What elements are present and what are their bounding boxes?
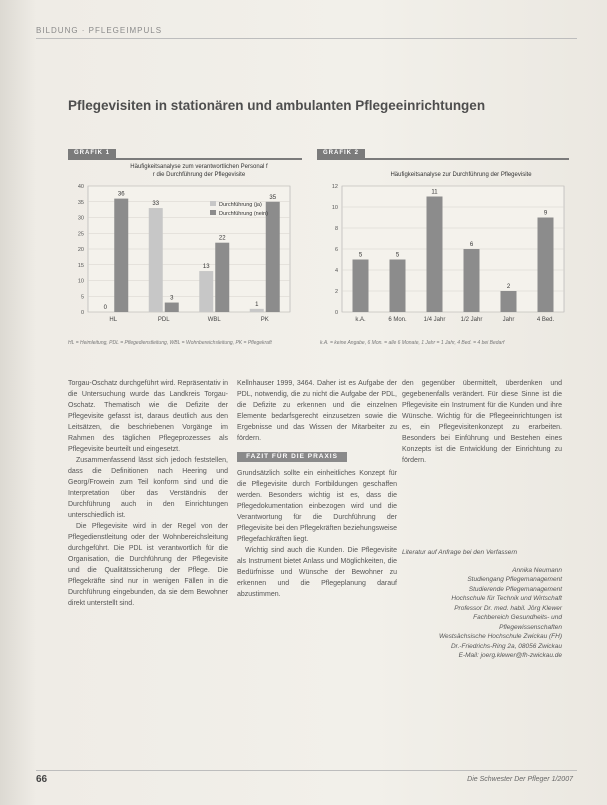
text-column-3 bbox=[402, 378, 562, 466]
practice-box-text bbox=[237, 468, 397, 600]
chart-1-ytick-label: 5 bbox=[80, 294, 84, 301]
contact-line-3: E-Mail: joerg.klewer@fh-zwickau.de bbox=[458, 652, 562, 659]
chart-2-ytick-label: 10 bbox=[331, 205, 338, 211]
page-number: 66 bbox=[36, 774, 48, 785]
running-head: BILDUNG · PFLEGEIMPULS bbox=[36, 26, 163, 35]
chart-1-data-label: 0 bbox=[103, 305, 107, 311]
figure-2-tag: GRAFIK 2 bbox=[317, 149, 365, 158]
chart-1-ytick-label: 40 bbox=[77, 184, 84, 190]
column-3-paragraph-1: den gegenüber übermittelt, überdenken und gegebenenfalls verändert. Für diese Sinne ist die Pflegevisite ein Instrument für die Kunden und ihre Wünsche. Wichtig für die Pflegeeinrichtungen ist es, ein Pflegevisitenkonzept zu erarbeiten. Besonders bei Einführung und Bestehen eines Konzepts ist die Entwicklung der Einrichtung zu fördern. bbox=[402, 380, 562, 464]
chart-1-legend-label: Durchführung (ja) bbox=[219, 202, 262, 208]
chart-1 bbox=[62, 160, 302, 332]
chart-2-xtick-label: 1/2 Jahr bbox=[460, 317, 483, 323]
chart-1-title-line-2: r die Durchführung der Pflegevisite bbox=[152, 172, 246, 178]
chart-2-title: Häufigkeitsanalyse zur Durchführung der Pflegevisite bbox=[390, 172, 532, 178]
chart-2-data-label: 9 bbox=[543, 210, 548, 217]
chart-2-xtick-label: 6 Mon. bbox=[388, 317, 407, 323]
chart-2-bar bbox=[538, 218, 554, 313]
chart-2-ytick-label: 2 bbox=[334, 289, 338, 295]
chart-2-data-label: 6 bbox=[469, 242, 474, 248]
chart-1-legend-swatch bbox=[210, 201, 216, 206]
chart-1-bar-nein bbox=[165, 303, 179, 312]
chart-2-bar bbox=[464, 249, 480, 312]
chart-2 bbox=[314, 160, 572, 332]
chart-1-data-label: 36 bbox=[117, 191, 125, 198]
chart-1-ytick-label: 15 bbox=[77, 262, 84, 269]
contact-line-2: Dr.-Friedrichs-Ring 2a, 08056 Zwickau bbox=[450, 642, 562, 650]
bottom-rule bbox=[36, 770, 577, 771]
author-1-role-3: Hochschule für Technik und Wirtschaft bbox=[451, 595, 562, 602]
chart-1-legend-swatch bbox=[210, 210, 216, 215]
chart-1-legend-label: Durchführung (nein) bbox=[219, 211, 268, 217]
chart-2-xtick-label: Jahr bbox=[502, 317, 515, 323]
chart-2-ytick-label: 8 bbox=[334, 226, 338, 232]
chart-2-data-label: 5 bbox=[395, 252, 400, 259]
chart-1-data-label: 33 bbox=[152, 201, 160, 208]
author-2-role-1: Fachbereich Gesundheits- und bbox=[473, 614, 562, 621]
page-title: Pflegevisiten in stationären und ambulanten Pflegeeinrichtungen bbox=[68, 98, 486, 113]
chart-1-bar-ja bbox=[250, 309, 264, 312]
column-1-paragraph-1: Torgau-Oschatz durchgeführt wird. Repräsentativ in die Untersuchung wurde das Landkreis Torgau-Oschatz. Thematisch wie die Defizite der Pflegevisite gefasst ist, daraus deutlich aus den Leitsätzen, die beschriebenen Vorgänge im Rahmen des täglichen Pflegeprozesses als Pflegevisite beurteilt und eingesetzt. bbox=[68, 380, 228, 453]
author-2-role-2: Pflegewissenschaften bbox=[499, 623, 562, 631]
practice-box-heading: FAZIT FÜR DIE PRAXIS bbox=[237, 452, 347, 462]
chart-2-xtick-label: k.A. bbox=[355, 317, 366, 323]
author-credits bbox=[402, 548, 562, 661]
journal-issue: Die Schwester Der Pfleger 1/2007 bbox=[467, 776, 573, 783]
text-column-2 bbox=[237, 378, 397, 444]
column-2-paragraph-3: Wichtig sind auch die Kunden. Die Pflegevisite als Instrument bietet Anlass und Möglichkeiten, die Bedürfnisse und Wünsche der Bewohner zu erkennen und die Pflegeplanung darauf abzustimmen. bbox=[237, 547, 397, 598]
chart-1-data-label: 13 bbox=[202, 264, 210, 271]
contact-line-1: Westsächsische Hochschule Zwickau (FH) bbox=[438, 633, 562, 640]
author-1-role-1: Studiengang Pflegemanagement bbox=[467, 576, 562, 583]
chart-2-ytick-label: 4 bbox=[334, 268, 338, 274]
chart-1-ytick-label: 20 bbox=[77, 247, 84, 253]
chart-1-bar-nein bbox=[215, 243, 229, 312]
figure-1-caption: HL = Heimleitung, PDL = Pflegedienstleitung, WBL = Wohnbereichsleitung, PK = Pflegekraft bbox=[68, 340, 272, 346]
author-1-name: Annika Neumann bbox=[512, 566, 562, 574]
chart-1-title-line-1: Häufigkeitsanalyse zum verantwortlichen Personal f bbox=[130, 164, 268, 170]
column-1-paragraph-3: Die Pflegevisite wird in der Regel von der Pflegedienstleitung oder der Wohnbereichsleitung durchgeführt. Die PDL ist verantwortlich für die Organisation, die Durchführung der Pflegevisite und die Qualitätssicherung der Pflege. Die Pflegekräfte sind nur in wenigen Fällen in die Durchführung eingebunden, da sie dem Bewohner direkt unterstellt sind. bbox=[68, 523, 228, 607]
chart-2-ytick-label: 0 bbox=[334, 310, 338, 316]
top-rule bbox=[36, 38, 577, 39]
chart-2-xtick-label: 1/4 Jahr bbox=[423, 317, 446, 323]
chart-1-xtick-label: PDL bbox=[157, 317, 170, 323]
chart-1-xtick-label: PK bbox=[260, 317, 269, 323]
chart-1-ytick-label: 35 bbox=[77, 199, 84, 206]
text-column-1 bbox=[68, 378, 228, 609]
chart-2-data-label: 5 bbox=[358, 252, 363, 259]
chart-2-xtick-label: 4 Bed. bbox=[536, 317, 555, 323]
chart-2-bar bbox=[427, 197, 443, 313]
figure-2-rule bbox=[317, 149, 569, 160]
chart-1-data-label: 22 bbox=[218, 235, 226, 242]
chart-1-ytick-label: 25 bbox=[77, 231, 84, 238]
column-1-paragraph-2: Zusammenfassend lässt sich jedoch feststellen, dass die Definitionen nach Heering und Georg/Frowein zum Teil konform sind und die Interpretation über das Verständnis der Durchführung auch in den Einrichtungen unterschiedlich ist. bbox=[68, 457, 228, 519]
chart-1-bar-ja bbox=[199, 271, 213, 312]
literature-note: Literatur auf Anfrage bei den Verfassern bbox=[402, 549, 518, 556]
chart-1-bar-nein bbox=[114, 199, 128, 312]
figure-2-caption: k.A. = keine Angabe, 6 Mon. = alle 6 Monate, 1 Jahr = 1 Jahr, 4 Bed. = 4 bei Bedarf bbox=[320, 340, 505, 346]
chart-1-bar-ja bbox=[149, 208, 163, 312]
chart-1-ytick-label: 10 bbox=[77, 278, 84, 285]
chart-1-ytick-label: 0 bbox=[80, 310, 84, 316]
chart-1-ytick-label: 30 bbox=[77, 215, 84, 222]
chart-2-bar bbox=[501, 291, 517, 312]
column-2-paragraph-1: Kellnhauser 1999, 3464. Daher ist es Aufgabe der PDL, notwendig, die zu nicht die Aufgabe der PDL, die Defizite zu erkennen und die einzelnen Elemente bedarfsgerecht einzusetzen sowie die Ergebnisse und das Wissen der Mitarbeiter zu fördern. bbox=[237, 380, 397, 442]
chart-1-xtick-label: WBL bbox=[207, 317, 221, 323]
column-2-paragraph-2: Grundsätzlich sollte ein einheitliches Konzept für die Pflegevisite durch Fortbildungen geschaffen werden. Besonders wichtig ist es, dass die Pflegedokumentation einbezogen wird und die Verantwortung für die Durchführung der Pflegevisite bei den Pflegekräften beziehungsweise Pflegefachkräften liegt. bbox=[237, 470, 397, 543]
chart-1-xtick-label: HL bbox=[109, 317, 118, 323]
chart-2-ytick-label: 6 bbox=[334, 247, 338, 253]
chart-2-data-label: 11 bbox=[431, 189, 438, 196]
author-2-name: Professor Dr. med. habil. Jörg Klewer bbox=[454, 604, 562, 612]
figure-1-rule bbox=[68, 149, 302, 160]
chart-1-data-label: 1 bbox=[255, 301, 259, 308]
chart-1-data-label: 3 bbox=[170, 295, 174, 302]
chart-2-ytick-label: 12 bbox=[331, 184, 338, 190]
chart-2-bar bbox=[390, 260, 406, 313]
chart-1-data-label: 35 bbox=[269, 194, 277, 201]
figure-1-tag: GRAFIK 1 bbox=[68, 149, 116, 158]
chart-2-bar bbox=[353, 260, 369, 313]
author-1-role-2: Studierende Pflegemanagement bbox=[468, 585, 562, 593]
chart-1-bar-nein bbox=[266, 202, 280, 312]
chart-2-data-label: 2 bbox=[506, 284, 511, 290]
